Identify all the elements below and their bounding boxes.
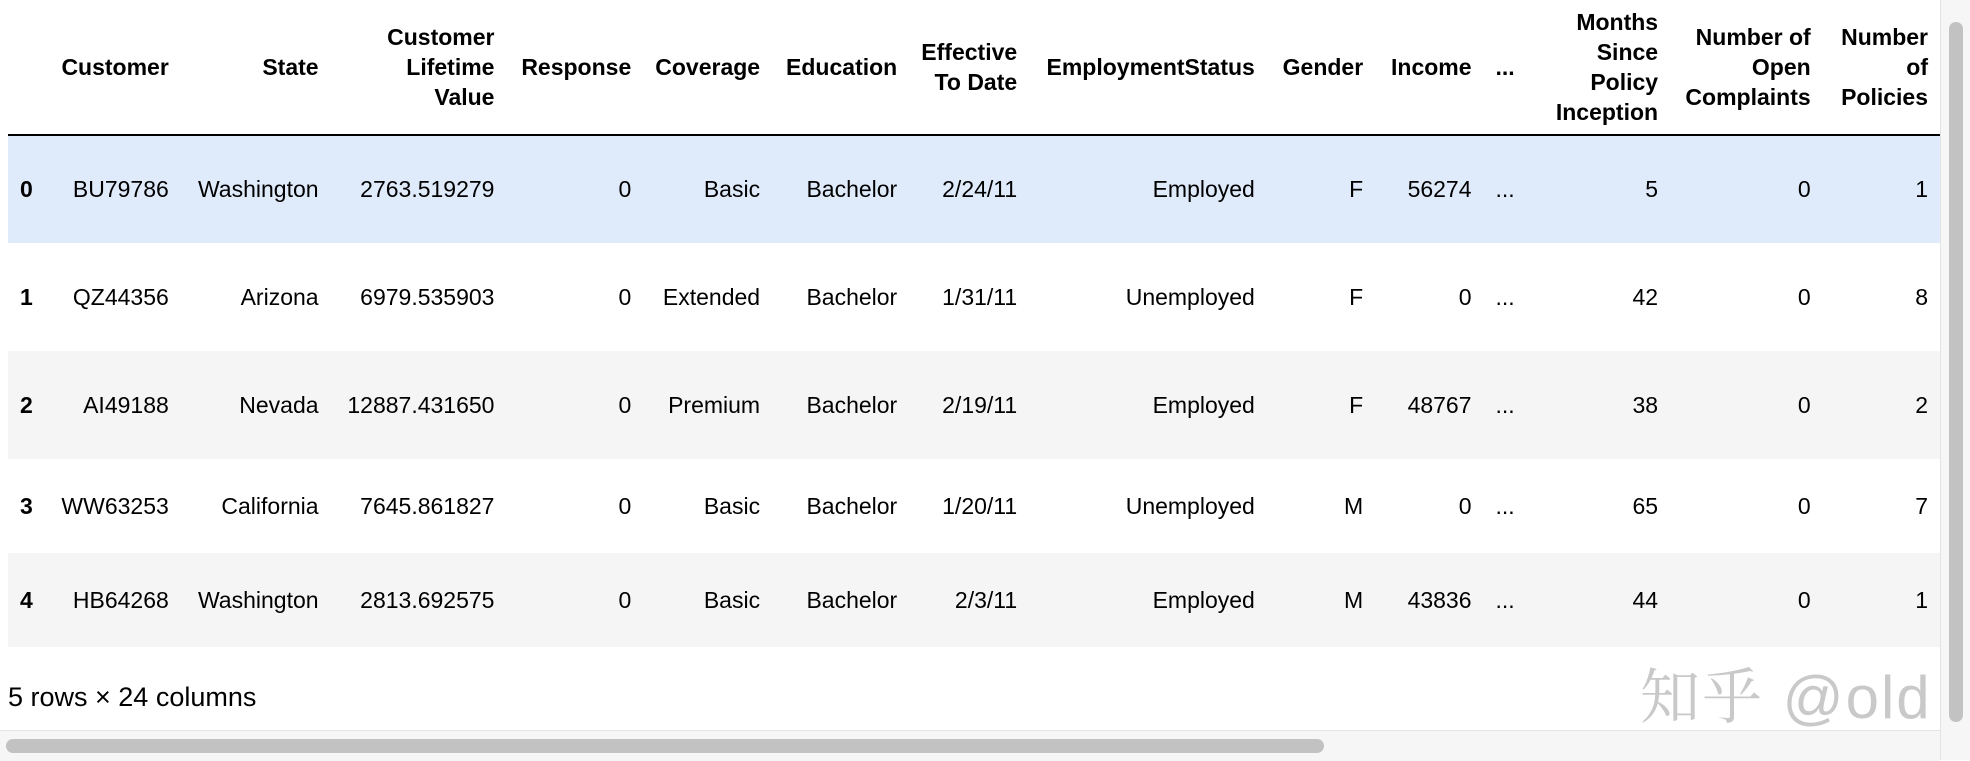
row-index: 3 bbox=[20, 492, 33, 519]
header-income: Income bbox=[1375, 0, 1483, 135]
cell-coverage: Extended bbox=[662, 283, 761, 310]
cell-customer: AI49188 bbox=[83, 391, 169, 418]
cell-education: Bachelor bbox=[806, 176, 898, 202]
cell-customer: WW63253 bbox=[61, 492, 169, 519]
cell-number-of-policies: 1 bbox=[1915, 176, 1928, 202]
cell-number-of-policies: 7 bbox=[1915, 492, 1928, 519]
table-row bbox=[8, 459, 1940, 553]
cell-effective-to-date: 2/24/11 bbox=[942, 176, 1018, 202]
cell-state: Nevada bbox=[239, 391, 319, 418]
header-row bbox=[8, 0, 1940, 135]
cell-number-of-policies: 1 bbox=[1915, 586, 1928, 613]
cell-education: Bachelor bbox=[806, 586, 898, 613]
cell-income: 56274 bbox=[1407, 176, 1472, 202]
table-row bbox=[8, 135, 1940, 243]
vertical-scrollbar-thumb[interactable] bbox=[1949, 22, 1963, 722]
cell-response: 0 bbox=[618, 492, 632, 519]
cell-customer: QZ44356 bbox=[72, 283, 169, 310]
row-index: 1 bbox=[20, 283, 33, 310]
row-index: 0 bbox=[20, 176, 33, 202]
cell-state: Washington bbox=[197, 176, 319, 202]
cell-months-since-policy-inception: 42 bbox=[1632, 283, 1659, 310]
row-index: 2 bbox=[20, 391, 33, 418]
cell-customer: BU79786 bbox=[72, 176, 169, 202]
header-employment-status: EmploymentStatus bbox=[1029, 0, 1267, 135]
cell-employment-status: Unemployed bbox=[1125, 283, 1255, 310]
cell-employment-status: Employed bbox=[1152, 586, 1255, 613]
cell-customer-lifetime-value: 7645.861827 bbox=[360, 492, 495, 519]
cell-state: California bbox=[221, 492, 319, 519]
cell-gender: F bbox=[1349, 391, 1364, 418]
cell-customer-lifetime-value: 2813.692575 bbox=[360, 586, 495, 613]
cell-employment-status: Employed bbox=[1152, 391, 1255, 418]
cell-effective-to-date: 1/31/11 bbox=[942, 283, 1018, 310]
cell-employment-status: Employed bbox=[1152, 176, 1255, 202]
cell-number-of-open-complaints: 0 bbox=[1797, 391, 1811, 418]
cell-ellipsis: ... bbox=[1495, 176, 1515, 202]
cell-months-since-policy-inception: 65 bbox=[1632, 492, 1659, 519]
cell-education: Bachelor bbox=[806, 492, 898, 519]
cell-income: 0 bbox=[1458, 283, 1472, 310]
cell-months-since-policy-inception: 5 bbox=[1645, 176, 1659, 202]
header-customer: Customer bbox=[45, 0, 181, 135]
cell-coverage: Premium bbox=[668, 391, 761, 418]
cell-customer-lifetime-value: 12887.431650 bbox=[347, 391, 495, 418]
header-coverage: Coverage bbox=[643, 0, 772, 135]
horizontal-scrollbar-thumb[interactable] bbox=[6, 739, 1324, 753]
header-response: Response bbox=[506, 0, 643, 135]
header-effective-to-date: Effective To Date bbox=[909, 0, 1029, 135]
row-count-info: 5 rows × 24 columns bbox=[8, 682, 257, 712]
cell-income: 48767 bbox=[1407, 391, 1472, 418]
cell-customer: HB64268 bbox=[72, 586, 169, 613]
cell-gender: F bbox=[1349, 176, 1364, 202]
cell-response: 0 bbox=[618, 391, 632, 418]
vertical-scrollbar[interactable] bbox=[1940, 0, 1970, 760]
cell-gender: M bbox=[1344, 586, 1364, 613]
cell-customer-lifetime-value: 2763.519279 bbox=[360, 176, 495, 202]
table-row bbox=[8, 553, 1940, 647]
cell-gender: M bbox=[1344, 492, 1364, 519]
header-education: Education bbox=[772, 0, 909, 135]
dataframe-table bbox=[8, 0, 1940, 647]
cell-education: Bachelor bbox=[806, 391, 898, 418]
cell-state: Arizona bbox=[240, 283, 319, 310]
header-state: State bbox=[181, 0, 331, 135]
header-customer-lifetime-value: Customer Lifetime Value bbox=[331, 0, 507, 135]
cell-employment-status: Unemployed bbox=[1125, 492, 1255, 519]
cell-ellipsis: ... bbox=[1495, 492, 1515, 519]
cell-ellipsis: ... bbox=[1495, 586, 1515, 613]
watermark: 知乎 @old bbox=[1640, 664, 1932, 730]
cell-response: 0 bbox=[618, 176, 632, 202]
cell-number-of-policies: 2 bbox=[1915, 391, 1928, 418]
cell-effective-to-date: 1/20/11 bbox=[942, 492, 1018, 519]
cell-number-of-open-complaints: 0 bbox=[1797, 176, 1811, 202]
cell-months-since-policy-inception: 38 bbox=[1632, 391, 1659, 418]
cell-response: 0 bbox=[618, 586, 632, 613]
table-row bbox=[8, 351, 1940, 459]
cell-number-of-open-complaints: 0 bbox=[1797, 283, 1811, 310]
cell-effective-to-date: 2/3/11 bbox=[954, 586, 1018, 613]
cell-number-of-policies: 8 bbox=[1915, 283, 1928, 310]
header-months-since-policy-inception: Months Since Policy Inception bbox=[1536, 0, 1670, 135]
cell-response: 0 bbox=[618, 283, 632, 310]
cell-ellipsis: ... bbox=[1495, 391, 1515, 418]
cell-customer-lifetime-value: 6979.535903 bbox=[360, 283, 495, 310]
header-gender: Gender bbox=[1267, 0, 1375, 135]
cell-coverage: Basic bbox=[703, 176, 761, 202]
cell-ellipsis: ... bbox=[1495, 283, 1515, 310]
row-index: 4 bbox=[20, 586, 33, 613]
cell-income: 0 bbox=[1458, 492, 1472, 519]
cell-coverage: Basic bbox=[703, 492, 761, 519]
cell-coverage: Basic bbox=[703, 586, 761, 613]
cell-gender: F bbox=[1349, 283, 1364, 310]
header-number-of-policies: Number of Policies bbox=[1823, 0, 1940, 135]
cell-number-of-open-complaints: 0 bbox=[1797, 492, 1811, 519]
cell-number-of-open-complaints: 0 bbox=[1797, 586, 1811, 613]
cell-income: 43836 bbox=[1407, 586, 1472, 613]
horizontal-scrollbar[interactable] bbox=[0, 730, 1940, 761]
cell-months-since-policy-inception: 44 bbox=[1632, 586, 1659, 613]
header-ellipsis: ... bbox=[1484, 0, 1536, 135]
header-number-of-open-complaints: Number of Open Complaints bbox=[1670, 0, 1823, 135]
header-index bbox=[8, 0, 45, 135]
cell-state: Washington bbox=[197, 586, 319, 613]
cell-effective-to-date: 2/19/11 bbox=[942, 391, 1018, 418]
cell-education: Bachelor bbox=[806, 283, 898, 310]
table-row bbox=[8, 243, 1940, 351]
